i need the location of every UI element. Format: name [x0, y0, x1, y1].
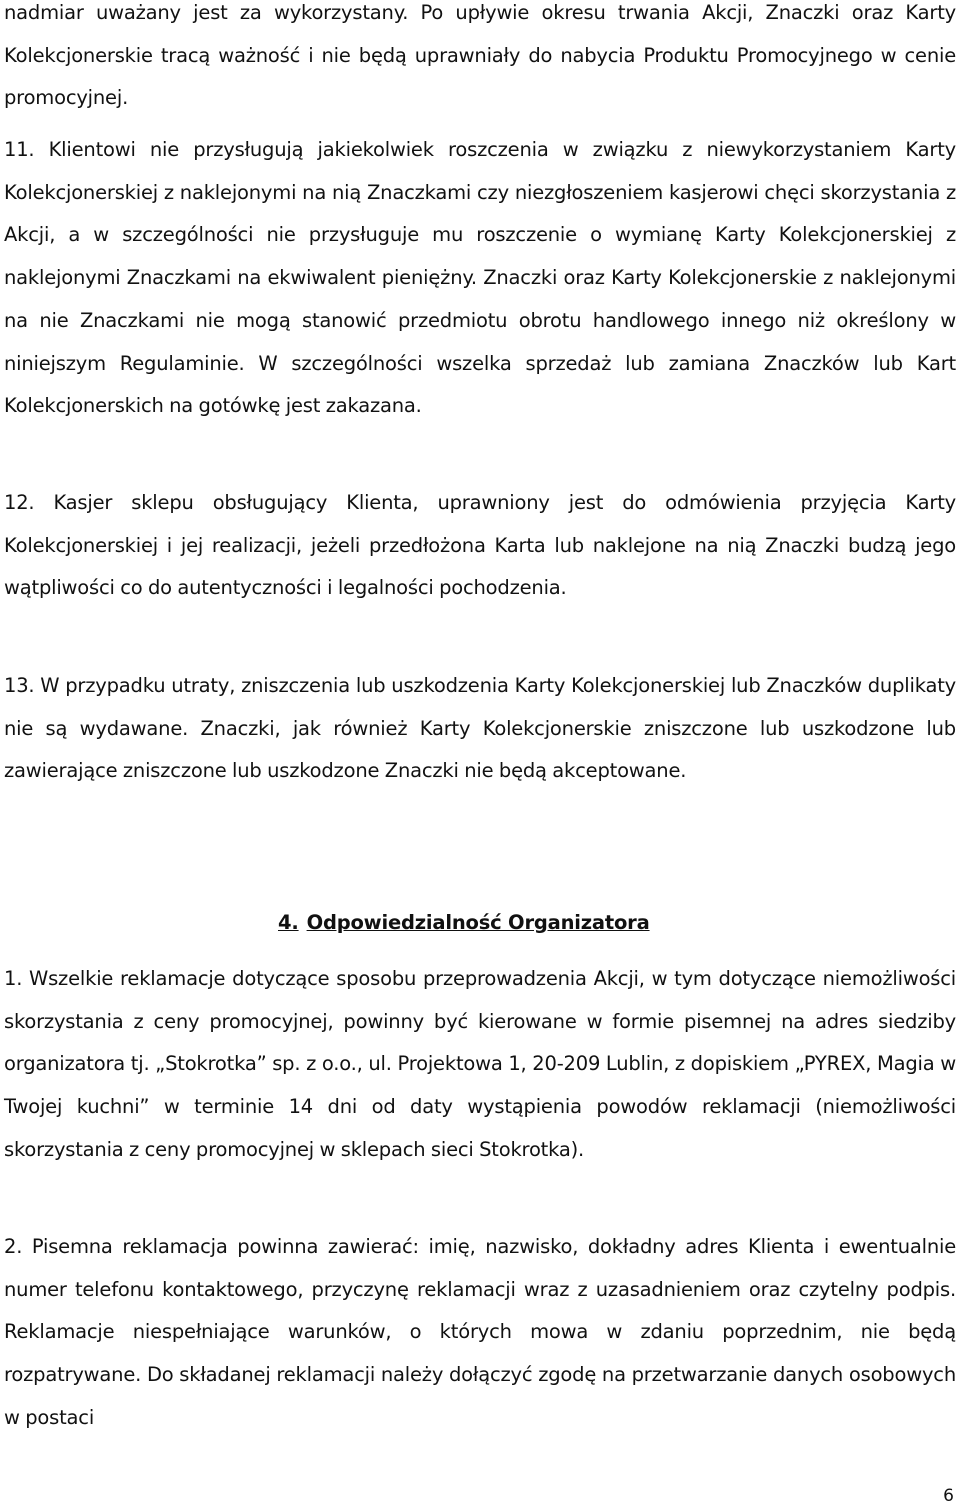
paragraph-13: 13. W przypadku utraty, zniszczenia lub uszkodzenia Karty Kolekcjonerskiej lub Znaczków duplikaty nie są wydawane. Znaczki, jak również Karty Kolekcjonerskie zniszczone lub uszkodzone lub zawierające zniszczone lub uszkodzone Znaczki nie będą akceptowane.	[4, 674, 956, 783]
section-title: Odpowiedzialność Organizatora	[306, 911, 650, 934]
page-number: 6	[943, 1486, 954, 1506]
paragraph-12: 12. Kasjer sklepu obsługujący Klienta, uprawniony jest do odmówienia przyjęcia Karty Kolekcjonerskiej i jej realizacji, jeżeli przedłożona Karta lub naklejone na nią Znaczki budzą jego wątpliwości co do autentyczności i legalności pochodzenia.	[4, 491, 956, 600]
section-paragraph-1: 1. Wszelkie reklamacje dotyczące sposobu przeprowadzenia Akcji, w tym dotyczące niemożliwości skorzystania z ceny promocyjnej, powinny być kierowane w formie pisemnej na adres siedziby organizatora tj. „Stokrotka” sp. z o.o., ul. Projektowa 1, 20-209 Lublin, z dopiskiem „PYREX, Magia w Twojej kuchni” w terminie 14 dni od daty wystąpienia powodów reklamacji (niemożliwości skorzystania z ceny promocyjnej w sklepach sieci Stokrotka).	[4, 967, 956, 1161]
paragraph-continuation: nadmiar uważany jest za wykorzystany. Po upływie okresu trwania Akcji, Znaczki oraz Karty Kolekcjonerskie tracą ważność i nie będą uprawniały do nabycia Produktu Promocyjnego w cenie promocyjnej.	[4, 1, 956, 110]
paragraph-11: 11. Klientowi nie przysługują jakiekolwiek roszczenia w związku z niewykorzystaniem Karty Kolekcjonerskiej z naklejonymi na nią Znaczkami czy niezgłoszeniem kasjerowi chęci skorzystania z Akcji, a w szczególności nie przysługuje mu roszczenie o wymianę Karty Kolekcjonerskiej z naklejonymi Znaczkami na ekwiwalent pieniężny. Znaczki oraz Karty Kolekcjonerskie z naklejonymi na nie Znaczkami nie mogą stanowić przedmiotu obrotu handlowego innego niż określony w niniejszym Regulaminie. W szczególności wszelka sprzedaż lub zamiana Znaczków lub Kart Kolekcjonerskich na gotówkę jest zakazana.	[4, 138, 956, 418]
section-number: 4.	[278, 911, 299, 934]
section-heading	[278, 907, 650, 939]
section-paragraph-2: 2. Pisemna reklamacja powinna zawierać: imię, nazwisko, dokładny adres Klienta i ewentualnie numer telefonu kontaktowego, przyczynę reklamacji wraz z uzasadnieniem oraz czytelny podpis. Reklamacje niespełniające warunków, o których mowa w zdaniu poprzednim, nie będą rozpatrywane. Do składanej reklamacji należy dołączyć zgodę na przetwarzanie danych osobowych w postaci	[4, 1235, 956, 1429]
